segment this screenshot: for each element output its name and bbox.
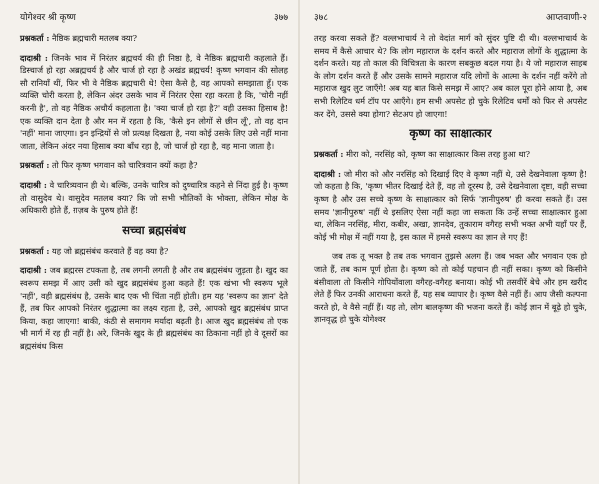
left-paragraph-1 — [20, 32, 288, 45]
left-paragraph-6 — [20, 264, 288, 352]
left-header-title: योगेश्वर श्री कृष्ण — [20, 13, 76, 23]
right-paragraph-4: जब तक तू भक्त है तब तक भगवान तुझसे अलग हैं। जब भक्त और भगवान एक हो जाते हैं, तब काम पूर्ण होता है। कृष्ण को तो कोई पहचान ही नहीं सका। कृष्ण को किसीने बंसीवाला तो किसीने गोपियोंवाला वगैरह-वगैरह बनाया। कोई भी तसवीरें बेचे और हम खरीद लेते हैं फिर उनकी आराधना करते हैं, यह सब व्यापार है। कृष्ण वैसे नहीं हैं। आप जैसी कल्पना करते हो, वे वैसे नहीं हैं। यह तो, लोग बालकृष्ण की भजना करते हैं। कोई ज्ञान में बूढ़े हो चुके, ज्ञानवृद्ध हो चुके योगेश्वर — [314, 251, 587, 325]
right-page — [300, 0, 599, 484]
paragraph-text: जिनके भाव में निरंतर ब्रह्मचर्य की ही निष्ठा है, वे नैष्ठिक ब्रह्मचारी कहलाते हैं। डिस्चार्ज हो रहा अब्रह्मचर्य है और चार्ज हो रहा है अखंड ब्रह्मचर्य! कृष्ण भगवान की सोलह सौ रानियाँ थीं, फिर भी वे नैष्ठिक ब्रह्मचारी थे! ऐसा कैसे है, वह आपको समझाता हूँ। एक व्यक्ति चोरी करता है, लेकिन अंदर उसके भाव में निरंतर ऐसा रहा करता है कि, 'चोरी नहीं करनी है', तो वह नैष्ठिक अचौर्य कहलाता है। 'क्या चार्ज हो रहा है?' वही उसका हिसाब है! एक व्यक्ति दान देता है और मन में रहता है कि, 'कैसे इन लोगों से छीन लूँ', तो वह दान 'नहीं' माना जाएगा। इन इन्द्रियों से जो प्रत्यक्ष दिखता है, नया कोई उसके लिए उसे नहीं माना जाता, लेकिन अंदर नया हिसाब क्या बाँध रहा है, जो चार्ज हो रहा है, वह माना जाता है। — [20, 52, 288, 151]
speaker-label: प्रश्नकर्ता : — [20, 33, 50, 43]
right-section-heading: कृष्ण का साक्षात्कार — [409, 126, 492, 141]
speaker-label: दादाश्री : — [20, 52, 48, 63]
speaker-label: प्रश्नकर्ता : — [20, 245, 50, 256]
paragraph-text: मीरा को, नरसिंह को, कृष्ण का साक्षात्कार किस तरह हुआ था? — [343, 149, 531, 160]
left-page-header — [20, 10, 288, 26]
left-paragraph-2 — [20, 52, 288, 153]
paragraph-text: यह जो ब्रह्मसंबंध करवाते हैं वह क्या है? — [49, 245, 169, 256]
speaker-label: प्रश्नकर्ता : — [20, 160, 50, 171]
paragraph-text: जब ब्रह्मरस टपकता है, तब लगनी लगती है और तब ब्रह्मसंबंध जुड़ता है। खुद का स्वरूप समझ में आए उसी को खुद ब्रह्मसंबंध हुआ कहते हैं! एक खंभा भी स्वरूप भूले 'नहीं', वही ब्रह्मसंबंध है, उसके बाद एक भी चिंता नहीं होती। हम यह 'स्वरूप का ज्ञान' देते हैं, तब फिर आपको निरंतर शुद्धात्मा का लक्ष्य रहता है, उसे, आपको खुद ब्रह्मसंबंध प्राप्त किया, कहा जाएगा! बाकी, कंठी से समागम मर्यादा बढ़ती है। आज खुद ब्रह्मसंबंध तो एक भी मार्ग में रह ही नहीं है। अरे, जिनके खुद के ही ब्रह्मसंबंध का ठिकाना नहीं हो वे दूसरों का ब्रह्मसंबंध किस — [20, 265, 288, 351]
right-page-number: ३७८ — [314, 13, 329, 23]
speaker-label: दादाश्री : — [20, 179, 47, 190]
right-paragraph-1: तरह करवा सकते हैं? वल्लभाचार्य ने तो वेदांत मार्ग को सुंदर पुष्टि दी थी। वल्लभाचार्य के समय में कैसे आचार थे? कि लोग महाराज के दर्शन करते और महाराज लोगों के शुद्धात्मा के दर्शन करते। यह तो काल की विचित्रता के कारण सबकुछ बदल गया है। ये जो महाराज साहब के लोग दर्शन करते हैं और उसके सामने महाराज यदि लोगों के आत्मा के दर्शन नहीं करेंगे तो महाराज खुद लुट जाएँगे! अब यह बात किसे समझ में आए? अब काल पूरा होने आया है, अब सभी रिलेटिव धर्म टॉप पर आएँगे। हम सभी अपसेट हो चुके रिलेटिव धर्मों को फिर से अपसेट कर देंगे, उससे क्या होगा? सेटअप हो जाएगा! — [314, 33, 587, 119]
left-page-number: ३७७ — [273, 13, 288, 23]
left-paragraph-4 — [20, 179, 288, 217]
paragraph-text: जो मीरा को और नरसिंह को दिखाई दिए वे कृष्ण नहीं थे, उसे देखनेवाला कृष्ण है! जो कहता है कि, 'कृष्ण भीतर दिखाई देते हैं, वह तो दूरस्थ है, उसे देखनेवाला दृष्टा, वही सच्चा कृष्ण है और उस सच्चे कृष्ण के साक्षात्कार को सिर्फ 'ज्ञानीपुरुष' ही करवा सकते हैं। उस समय 'ज्ञानीपुरुष' नहीं थे इसलिए ऐसा नहीं कहा जा सकता कि उन्हें सच्चा साक्षात्कार हुआ था, लेकिन नरसिंह, मीरा, कबीर, अखा, ज्ञानदेव, तुकाराम वगैरह सभी भक्त अभी यहाँ पर हैं, कोई भी मोक्ष में नहीं गया है, इस काल में हमसे स्वरूप का ज्ञान ले गए हैं! — [314, 168, 587, 242]
speaker-label: प्रश्नकर्ता : — [314, 149, 344, 160]
right-paragraph-3 — [314, 168, 587, 244]
right-paragraph-2 — [314, 148, 587, 161]
speaker-label: दादाश्री : — [314, 168, 341, 179]
paragraph-text: तो फिर कृष्ण भगवान को चारित्रवान क्यों कहा है? — [49, 160, 198, 171]
paragraph-text: नैष्ठिक ब्रह्मचारी मतलब क्या? — [49, 33, 138, 43]
right-header-title: आप्तवाणी-२ — [546, 13, 587, 23]
paragraph-text: वे चारित्र्यवान ही थे। बल्कि, उनके चारित्र को दुष्चारित्र कहने से निंदा हुई है। कृष्ण तो वासुदेव थे। वासुदेव मतलब क्या? कि जो सभी भौतिकों के भोक्ता, लेकिन मोक्ष के अधिकारी होते हैं, ग़ज़ब के पुरुष होते हैं! — [20, 179, 288, 216]
right-page-header — [314, 10, 587, 26]
left-paragraph-3 — [20, 159, 288, 172]
speaker-label: दादाश्री : — [20, 265, 47, 276]
left-paragraph-5 — [20, 245, 288, 258]
left-section-heading: सच्चा ब्रह्मसंबंध — [122, 222, 186, 237]
